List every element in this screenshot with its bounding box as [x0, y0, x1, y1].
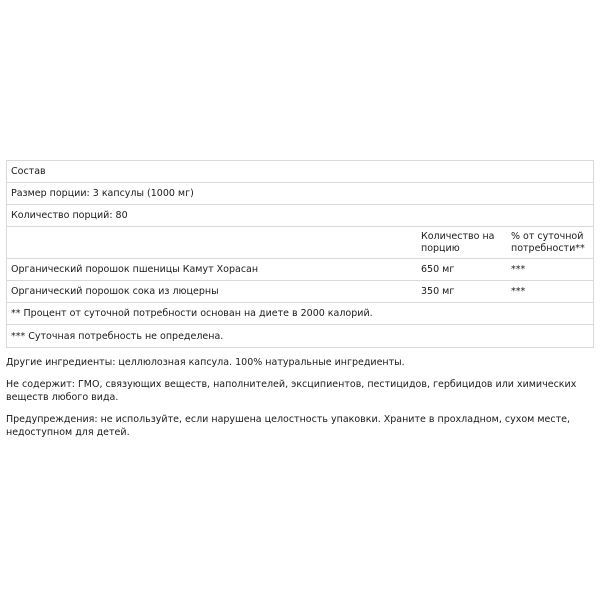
supplement-facts-table [6, 160, 594, 348]
serving-size-row [7, 183, 593, 205]
column-header-dv: % от суточной потребности** [511, 230, 585, 254]
ingredient-name: Органический порошок сока из люцерны [11, 286, 219, 297]
facts-heading-row [7, 161, 593, 183]
servings-per-container-row [7, 205, 593, 227]
ingredient-dv: *** [511, 285, 526, 297]
serving-size: Размер порции: 3 капсулы (1000 мг) [11, 188, 194, 199]
footnote-nd-row [7, 325, 593, 347]
ingredient-dv: *** [511, 263, 526, 275]
ingredient-amount: 350 мг [421, 285, 455, 297]
footnote-dv: ** Процент от суточной потребности основан на диете в 2000 калорий. [11, 308, 373, 319]
column-header-row [7, 227, 593, 259]
other-ingredients: Другие ингредиенты: целлюлозная капсула. 100% натуральные ингредиенты. [6, 357, 405, 368]
servings-per-container: Количество порций: 80 [11, 210, 128, 221]
warnings: Предупреждения: не используйте, если нарушена целостность упаковки. Храните в прохладном, сухом месте, недоступном для детей. [6, 414, 570, 438]
ingredient-row [7, 281, 593, 303]
ingredient-amount: 650 мг [421, 263, 455, 275]
does-not-contain: Не содержит: ГМО, связующих веществ, наполнителей, эксципиентов, пестицидов, гербицидов или химических веществ любого вида. [6, 379, 577, 403]
ingredient-row [7, 259, 593, 281]
footnote-nd: *** Суточная потребность не определена. [11, 330, 224, 342]
ingredient-name: Органический порошок пшеницы Камут Хорасан [11, 264, 259, 275]
facts-heading: Состав [11, 166, 46, 177]
column-header-amount: Количество на порцию [421, 230, 495, 254]
footnote-dv-row [7, 303, 593, 325]
